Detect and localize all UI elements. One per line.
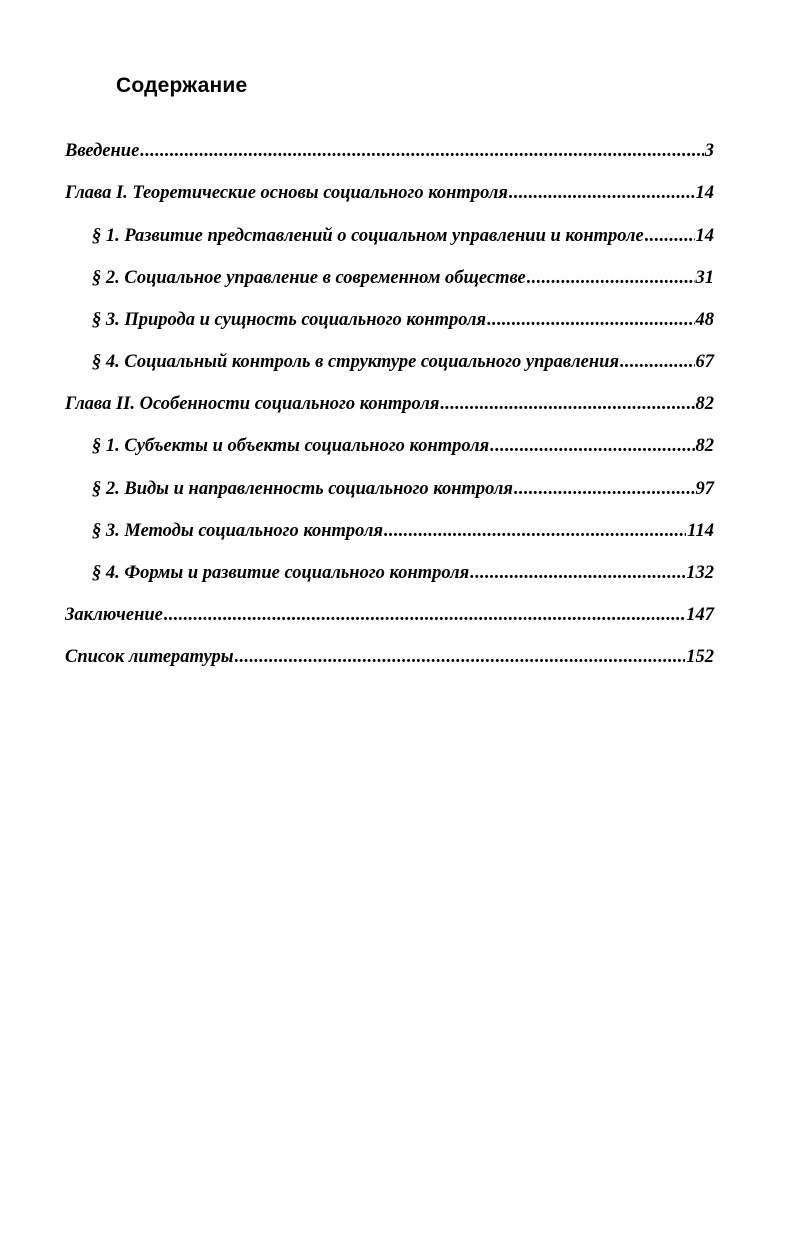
toc-entry-ch2-section-3[interactable] (92, 521, 714, 547)
toc-leader-dots (470, 563, 685, 584)
toc-leader-dots (509, 183, 695, 204)
toc-entry-ch1-section-1[interactable] (92, 226, 714, 252)
toc-entry-ch2-section-1[interactable] (92, 436, 714, 462)
toc-page-number: 14 (695, 226, 714, 246)
toc-entry-label: Глава I. Теоретические основы социального контроля (65, 183, 508, 203)
toc-entry-conclusion[interactable] (65, 605, 714, 631)
toc-leader-dots (140, 141, 703, 162)
toc-leader-dots (514, 479, 695, 500)
toc-page-number: 31 (695, 268, 714, 288)
toc-page-number: 82 (695, 436, 714, 456)
toc-page-number: 3 (704, 141, 714, 161)
toc-entry-label: § 4. Социальный контроль в структуре социального управления (92, 352, 619, 372)
toc-entry-label: § 1. Развитие представлений о социальном управлении и контроле (92, 226, 644, 246)
toc-leader-dots (384, 521, 686, 542)
toc-entry-ch2-section-2[interactable] (92, 479, 714, 505)
toc-entry-ch1-section-4[interactable] (92, 352, 714, 378)
toc-entry-label: Введение (65, 141, 140, 161)
toc-entry-label: § 4. Формы и развитие социального контроля (92, 563, 470, 583)
toc-leader-dots (645, 226, 695, 247)
toc-entry-ch1-section-3[interactable] (92, 310, 714, 336)
toc-entry-label: § 3. Методы социального контроля (92, 521, 383, 541)
toc-leader-dots (440, 394, 694, 415)
toc-entry-label: Глава II. Особенности социального контроля (65, 394, 440, 414)
toc-page-number: 67 (695, 352, 714, 372)
toc-page-number: 132 (686, 563, 714, 583)
toc-entry-ch1-section-2[interactable] (92, 268, 714, 294)
toc-entry-label: § 2. Социальное управление в современном обществе (92, 268, 526, 288)
toc-leader-dots (235, 647, 686, 668)
toc-entry-label: Список литературы (65, 647, 234, 667)
toc-page-number: 152 (686, 647, 714, 667)
toc-leader-dots (490, 436, 694, 457)
toc-entry-chapter-1[interactable] (65, 183, 714, 209)
toc-leader-dots (487, 310, 694, 331)
toc-entry-label: Заключение (65, 605, 163, 625)
toc-entry-ch2-section-4[interactable] (92, 563, 714, 589)
toc-leader-dots (527, 268, 695, 289)
toc-page-number: 14 (695, 183, 714, 203)
toc-entry-chapter-2[interactable] (65, 394, 714, 420)
toc-page-number: 114 (687, 521, 714, 541)
toc-leader-dots (164, 605, 685, 626)
toc-page-number: 97 (695, 479, 714, 499)
toc-page-number: 147 (686, 605, 714, 625)
toc-leader-dots (620, 352, 695, 373)
toc-entry-label: § 3. Природа и сущность социального контроля (92, 310, 487, 330)
toc-entry-label: § 2. Виды и направленность социального контроля (92, 479, 513, 499)
toc-page-number: 82 (695, 394, 714, 414)
toc-entry-label: § 1. Субъекты и объекты социального контроля (92, 436, 490, 456)
toc-entry-bibliography[interactable] (65, 647, 714, 673)
toc-page-number: 48 (695, 310, 714, 330)
toc-entry-introduction[interactable] (65, 141, 714, 167)
page-title: Содержание (116, 74, 248, 97)
